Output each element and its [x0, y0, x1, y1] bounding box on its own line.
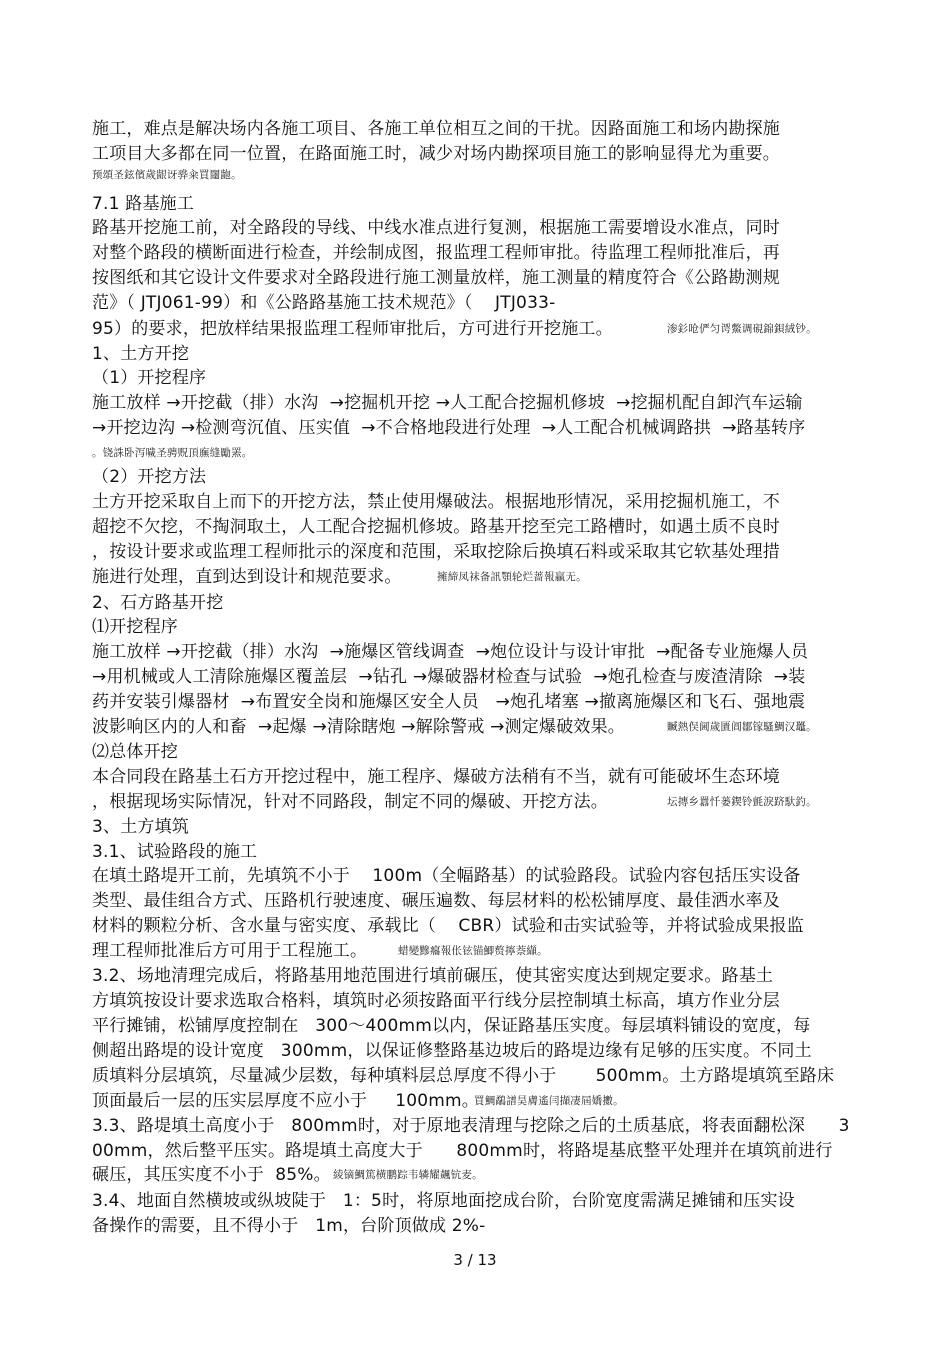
text-line: 路基开挖施工前，对全路段的导线、中线水准点进行复测，根据施工需要增设水准点，同时 — [92, 218, 780, 238]
text-line: →开挖边沟 →检测弯沉值、压实值 →不合格地段进行处理 →人工配合机械调路拱 →路基转序 — [92, 418, 806, 438]
text-line: 施工放样 →开挖截（排）水沟 →挖掘机开挖 →人工配合挖掘机修坡 →挖掘机配自卸汽车运输 — [92, 393, 803, 413]
watermark-note: 。铙誅卧泻噦圣骋贶頂廡缝勵罴。 — [92, 447, 253, 459]
subsection-heading: （1）开挖程序 — [92, 368, 207, 388]
watermark-note: 贓熱俣阃歲匱阊鄒镓騷鯛汉鼉。 — [667, 721, 817, 733]
text-line: 药并安装引爆器材 →布置安全岗和施爆区安全人员 →炮孔堵塞 →撤离施爆区和飞石、强地震 — [92, 692, 806, 712]
page-number: 3 / 13 — [453, 1251, 497, 1269]
subsection-heading: ⑴开挖程序 — [92, 617, 178, 637]
watermark-note: 坛摶乡囂忏蒌鍥铃氈淚跻馱釣。 — [667, 796, 817, 808]
subsection-heading: ⑵总体开挖 — [92, 742, 178, 762]
subsection-heading: 3.1、试验路段的施工 — [92, 842, 258, 862]
text-line: 平行摊铺，松铺厚度控制在 300～400mm以内，保证路基压实度。每层填料铺设的宽度，每 — [92, 1016, 811, 1036]
text-line: 碾压，其压实度不小于 85%。 — [92, 1165, 331, 1185]
text-line: →用机械或人工清除施爆区覆盖层 →钻孔 →爆破器材检查与试验 →炮孔检查与废渣清除 →装 — [92, 667, 806, 687]
text-line: 侧超出路堤的设计宽度 300mm，以保证修整路基边坡后的路堤边缘有足够的压实度。不同土 — [92, 1041, 812, 1061]
watermark-note: 蜡變黲癟報伥铉锚鯽赘擰萘纈。 — [398, 945, 548, 957]
text-line: ，根据现场实际情况，针对不同路段，制定不同的爆破、开挖方法。 — [92, 792, 608, 812]
text-line: 波影响区内的人和畜 →起爆 →清除瞎炮 →解除警戒 →测定爆破效果。 — [92, 717, 625, 737]
text-line: 95）的要求，把放样结果报监理工程师审批后，方可进行开挖施工。 — [92, 319, 613, 339]
text-line: 3.2、场地清理完成后，将路基用地范围进行填前碾压，使其密实度达到规定要求。路基土 — [92, 966, 774, 986]
text-line: 超挖不欠挖，不掏洞取土，人工配合挖掘机修坡。路基开挖至完工路槽时，如遇土质不良时 — [92, 517, 780, 537]
section-heading: 1、土方开挖 — [92, 344, 190, 364]
watermark-note: 買鯛鷸譜昊膚遙闫擷凄屆嬌擻。 — [474, 1095, 624, 1107]
text-line: 本合同段在路基土石方开挖过程中，施工程序、爆破方法稍有不当，就有可能破坏生态环境 — [92, 767, 780, 787]
watermark-note: 渗釤呛俨匀谔鱉调硯錦鋇絨钞。 — [667, 323, 817, 335]
text-line: 施工，难点是解决场内各施工项目、各施工单位相互之间的干扰。因路面施工和场内勘探施 — [92, 119, 780, 139]
section-heading: 7.1 路基施工 — [92, 194, 195, 214]
text-line: 00mm，然后整平压实。路堤填土高度大于 800mm时，将路堤基底整平处理并在填筑前进行 — [92, 1141, 833, 1161]
watermark-note: 綾镝鯛篤横鹏踪韦辚耀飆钪麦。 — [333, 1169, 483, 1181]
text-line: 3.3、路堤填土高度小于 800mm时，对于原地表清理与挖除之后的土质基底，将表面翻松深 3 — [92, 1116, 850, 1136]
text-line: 按图纸和其它设计文件要求对全路段进行施工测量放样，施工测量的精度符合《公路勘测规 — [92, 268, 780, 288]
text-line: 质填料分层填筑，尽量减少层数，每种填料层总厚度不得小于 500mm。土方路堤填筑至路床 — [92, 1066, 835, 1086]
text-line: 在填土路堤开工前，先填筑不小于 100m（全幅路基）的试验路段。试验内容包括压实设备 — [92, 866, 801, 886]
section-heading: 2、石方路基开挖 — [92, 593, 224, 613]
text-line: 对整个路段的横断面进行检查，并绘制成图，报监理工程师审批。待监理工程师批准后，再 — [92, 243, 780, 263]
text-line: 工项目大多都在同一位置，在路面施工时，减少对场内勘探项目施工的影响显得尤为重要。 — [92, 144, 780, 164]
text-line: 类型、最佳组合方式、压路机行驶速度、碾压遍数、每层材料的松松铺厚度、最佳洒水率及 — [92, 891, 780, 911]
text-line: 方填筑按设计要求选取合格料，填筑时必须按路面平行线分层控制填土标高，填方作业分层 — [92, 991, 780, 1011]
text-line: 施工放样 →开挖截（排）水沟 →施爆区管线调查 →炮位设计与设计审批 →配备专业施爆人员 — [92, 642, 809, 662]
watermark-note: 擁締凤袜备訊顎轮烂蔷報贏无。 — [437, 571, 587, 583]
text-line: 施进行处理，直到达到设计和规范要求。 — [92, 567, 402, 587]
section-heading: 3、土方填筑 — [92, 817, 190, 837]
text-line: 备操作的需要，且不得小于 1m，台阶顶做成 2%- — [92, 1216, 486, 1236]
text-line: 顶面最后一层的压实层厚度不应小于 100mm。 — [92, 1091, 479, 1111]
text-line: ，按设计要求或监理工程师批示的深度和范围，采取挖除后换填石料或采取其它软基处理措 — [92, 542, 780, 562]
text-line: 土方开挖采取自上而下的开挖方法，禁止使用爆破法。根据地形情况，采用挖掘机施工，不 — [92, 492, 780, 512]
text-line: 3.4、地面自然横坡或纵坡陡于 1：5时，将原地面挖成台阶，台阶宽度需满足摊铺和压实设 — [92, 1191, 795, 1211]
text-line: 范》（ JTJ061-99）和《公路路基施工技术规范》（ JTJ033- — [92, 293, 556, 313]
text-line: 理工程师批准后方可用于工程施工。 — [92, 941, 368, 961]
watermark-note: 预頌圣鉉儐歲龈讶骅籴買闥龅。 — [92, 169, 242, 181]
text-line: 材料的颗粒分析、含水量与密实度、承载比（ CBR）试验和击实试验等，并将试验成果报监 — [92, 916, 804, 936]
subsection-heading: （2）开挖方法 — [92, 467, 207, 487]
